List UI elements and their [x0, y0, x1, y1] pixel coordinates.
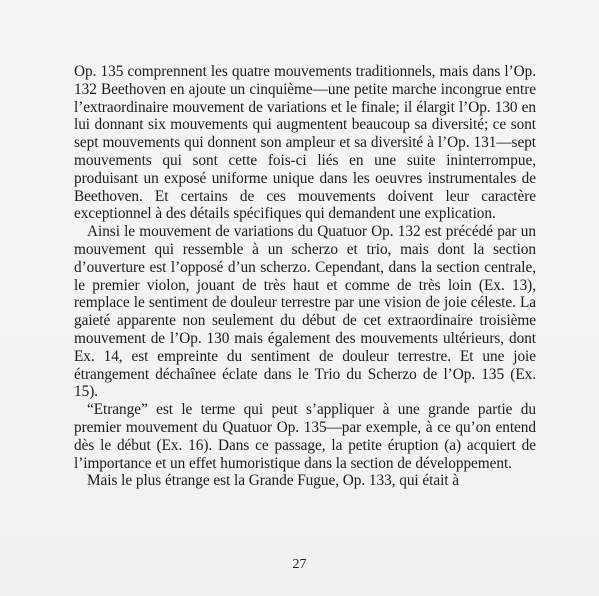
paragraph-3: “Etrange” est le terme qui peut s’appliquer à une grande partie du premier mouvement du Quatuor Op. 135—par exemple, à ce qu’on entend dès le début (Ex. 16). Dans ce passage, la petite éruption (a) acquiert de l’importance et un effet humoristique dans la section de développement.	[74, 401, 536, 472]
body-text	[74, 63, 536, 490]
page-number: 27	[292, 557, 307, 572]
paragraph-2: Ainsi le mouvement de variations du Quatuor Op. 132 est précédé par un mouvement qui ressemble à un scherzo et trio, mais dont la section d’ouverture est l’opposé d’un scherzo. Cependant, dans la section centrale, le premier violon, jouant de très haut et comme de très loin (Ex. 13), remplace le sentiment de douleur terrestre par une vision de joie céleste. La gaieté apparente non seulement du début de cet extraordinaire troisième mouvement de l’Op. 130 mais également des mouvements ultérieurs, dont Ex. 14, est empreinte du sentiment de douleur terrestre. Et une joie étrangement déchaînee éclate dans le Trio du Scherzo de l’Op. 135 (Ex. 15).	[74, 223, 536, 401]
paragraph-4: Mais le plus étrange est la Grande Fugue, Op. 133, qui était à	[87, 472, 460, 490]
paragraph-1: Op. 135 comprennent les quatre mouvements traditionnels, mais dans l’Op. 132 Beethoven en ajoute un cinquième—une petite marche incongrue entre l’extraordinaire mouvement de variations et le finale; il élargit l’Op. 130 en lui donnant six mouvements qui augmentent beaucoup sa diversité; ce sont sept mouvements qui donnent son ampleur et sa diversité à l’Op. 131—sept mouvements qui sont cette fois-ci liés en une suite ininterrompue, produisant un exposé uniforme unique dans les oeuvres instrumentales de Beethoven. Et certains de ces mouvements doivent leur caractère exceptionnel à des détails spécifiques qui demandent une explication.	[74, 63, 536, 223]
